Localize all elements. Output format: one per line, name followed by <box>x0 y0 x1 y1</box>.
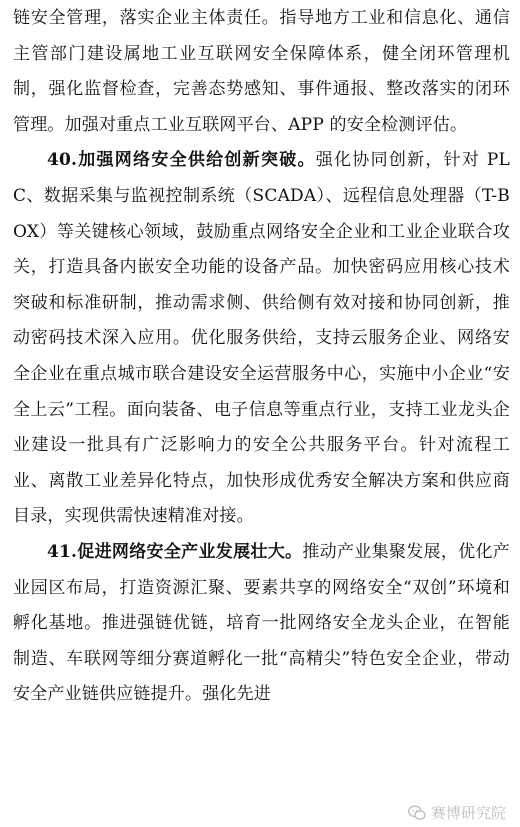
paragraph-continuation <box>13 1 510 143</box>
paragraph-item-41 <box>13 535 510 713</box>
item-41-text: 推动产业集聚发展，优化产业园区布局，打造资源汇聚、要素共享的网络安全“双创”环境和孵化基地。推进强链优链，培育一批网络安全龙头企业，在智能制造、车联网等细分赛道孵化一批“高精尖”特色安全企业，带动安全产业链供应链提升。强化先进 <box>13 541 510 705</box>
item-40-heading: 40.加强网络安全供给创新突破。 <box>47 150 316 171</box>
paragraph-item-40 <box>13 143 510 535</box>
item-41-heading: 41.促进网络安全产业发展壮大。 <box>47 541 303 562</box>
wechat-icon <box>407 803 427 823</box>
item-40-text: 强化协同创新，针对 PLC、数据采集与监视控制系统（SCADA）、远程信息处理器（T-BOX）等关键核心领域，鼓励重点网络安全企业和工业企业联合攻关，打造具备内嵌安全功能的设备产品。加快密码应用核心技术突破和标准研制，推动需求侧、供给侧有效对接和协同创新，推动密码技术深入应用。优化服务供给，支持云服务企业、网络安全企业在重点城市联合建设安全运营服务中心，实施中小企业“安全上云”工程。面向装备、电子信息等重点行业，支持工业龙头企业建设一批具有广泛影响力的安全公共服务平台。针对流程工业、离散工业差异化特点，加快形成优秀安全解决方案和供应商目录，实现供需快速精准对接。 <box>13 150 510 527</box>
watermark <box>407 802 506 823</box>
watermark-text: 赛博研究院 <box>430 804 506 822</box>
paragraph-text: 链安全管理，落实企业主体责任。指导地方工业和信息化、通信主管部门建设属地工业互联网安全保障体系，健全闭环管理机制，强化监督检查，完善态势感知、事件通报、整改落实的闭环管理。加强对重点工业互联网平台、APP 的安全检测评估。 <box>13 8 510 135</box>
